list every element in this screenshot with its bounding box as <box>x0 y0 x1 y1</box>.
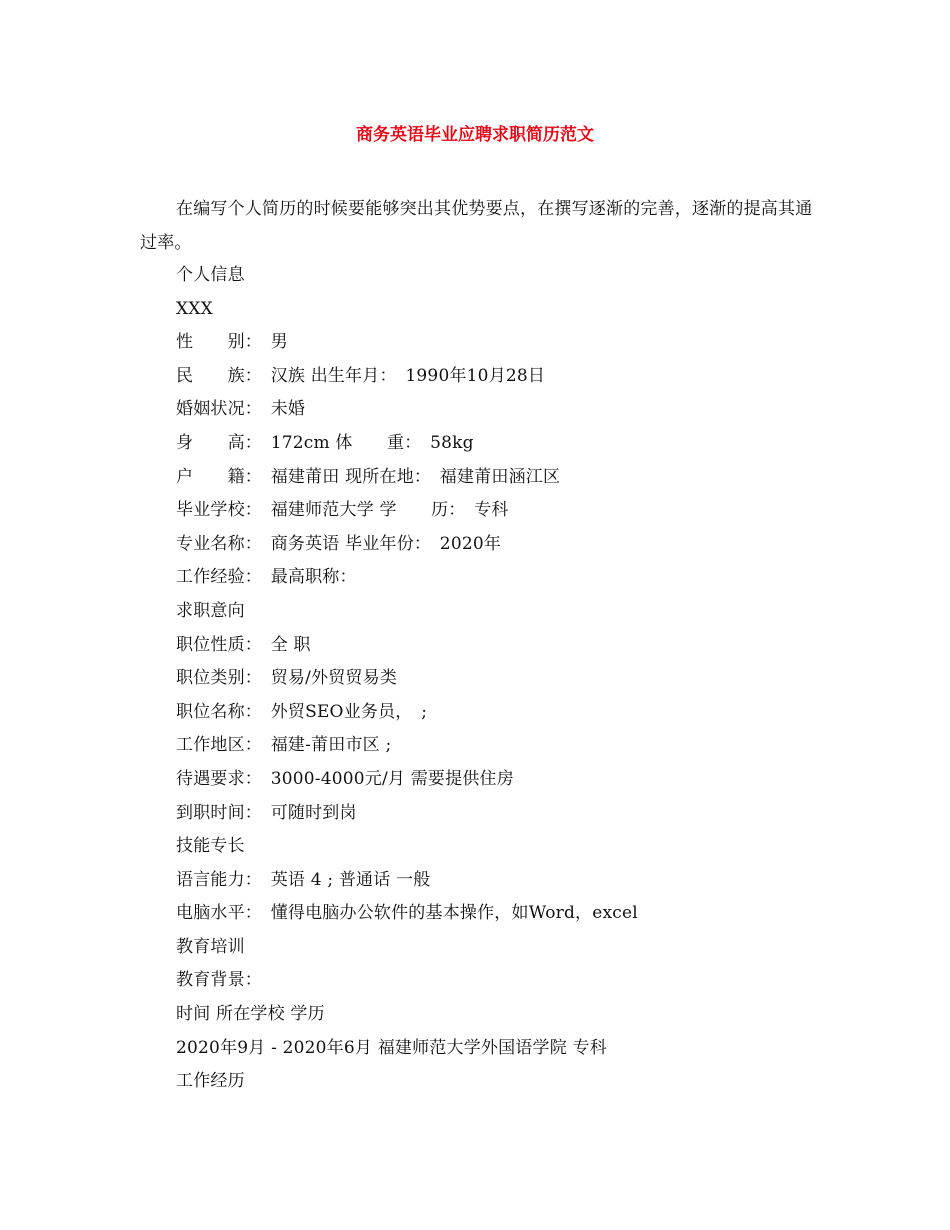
resume-line: 待遇要求： 3000-4000元/月 需要提供住房 <box>176 768 514 789</box>
resume-line: 个人信息 <box>176 265 245 285</box>
resume-line: 民 族： 汉族 出生年月： 1990年10月28日 <box>176 365 546 386</box>
resume-line: 职位名称： 外贸SEO业务员， ; <box>176 701 428 722</box>
resume-line: 户 籍： 福建莆田 现所在地： 福建莆田涵江区 <box>176 466 561 487</box>
resume-lines <box>176 259 836 1099</box>
document-title: 商务英语毕业应聘求职简历范文 <box>356 125 594 145</box>
resume-line: XXX <box>176 298 213 319</box>
resume-line: 教育背景： <box>176 970 262 991</box>
resume-line: 职位性质： 全 职 <box>176 634 311 655</box>
resume-line: 语言能力： 英语 4 ; 普通话 一般 <box>176 869 431 890</box>
resume-line: 时间 所在学校 学历 <box>176 1004 325 1025</box>
resume-line: 毕业学校： 福建师范大学 学 历： 专科 <box>176 500 509 521</box>
resume-line: 求职意向 <box>176 600 245 621</box>
resume-line: 到职时间： 可随时到岗 <box>176 802 357 823</box>
resume-line: 技能专长 <box>176 836 245 857</box>
resume-line: 2020年9月 - 2020年6月 福建师范大学外国语学院 专科 <box>176 1037 607 1058</box>
resume-line: 婚姻状况： 未婚 <box>176 399 306 420</box>
resume-line: 性 别： 男 <box>176 332 288 353</box>
resume-line: 工作经验： 最高职称： <box>176 567 357 588</box>
resume-line: 工作地区： 福建-莆田市区 ; <box>176 735 392 756</box>
resume-line: 职位类别： 贸易/外贸贸易类 <box>176 668 398 689</box>
resume-line: 教育培训 <box>176 936 245 957</box>
intro-paragraph: 在编写个人简历的时候要能够突出其优势要点，在撰写逐渐的完善，逐渐的提高其通过率。 <box>140 199 813 253</box>
resume-line: 身 高： 172cm 体 重： 58kg <box>176 432 474 453</box>
resume-line: 专业名称： 商务英语 毕业年份： 2020年 <box>176 533 502 554</box>
resume-line: 电脑水平： 懂得电脑办公软件的基本操作，如Word，excel <box>176 903 638 924</box>
resume-line: 工作经历 <box>176 1071 245 1092</box>
